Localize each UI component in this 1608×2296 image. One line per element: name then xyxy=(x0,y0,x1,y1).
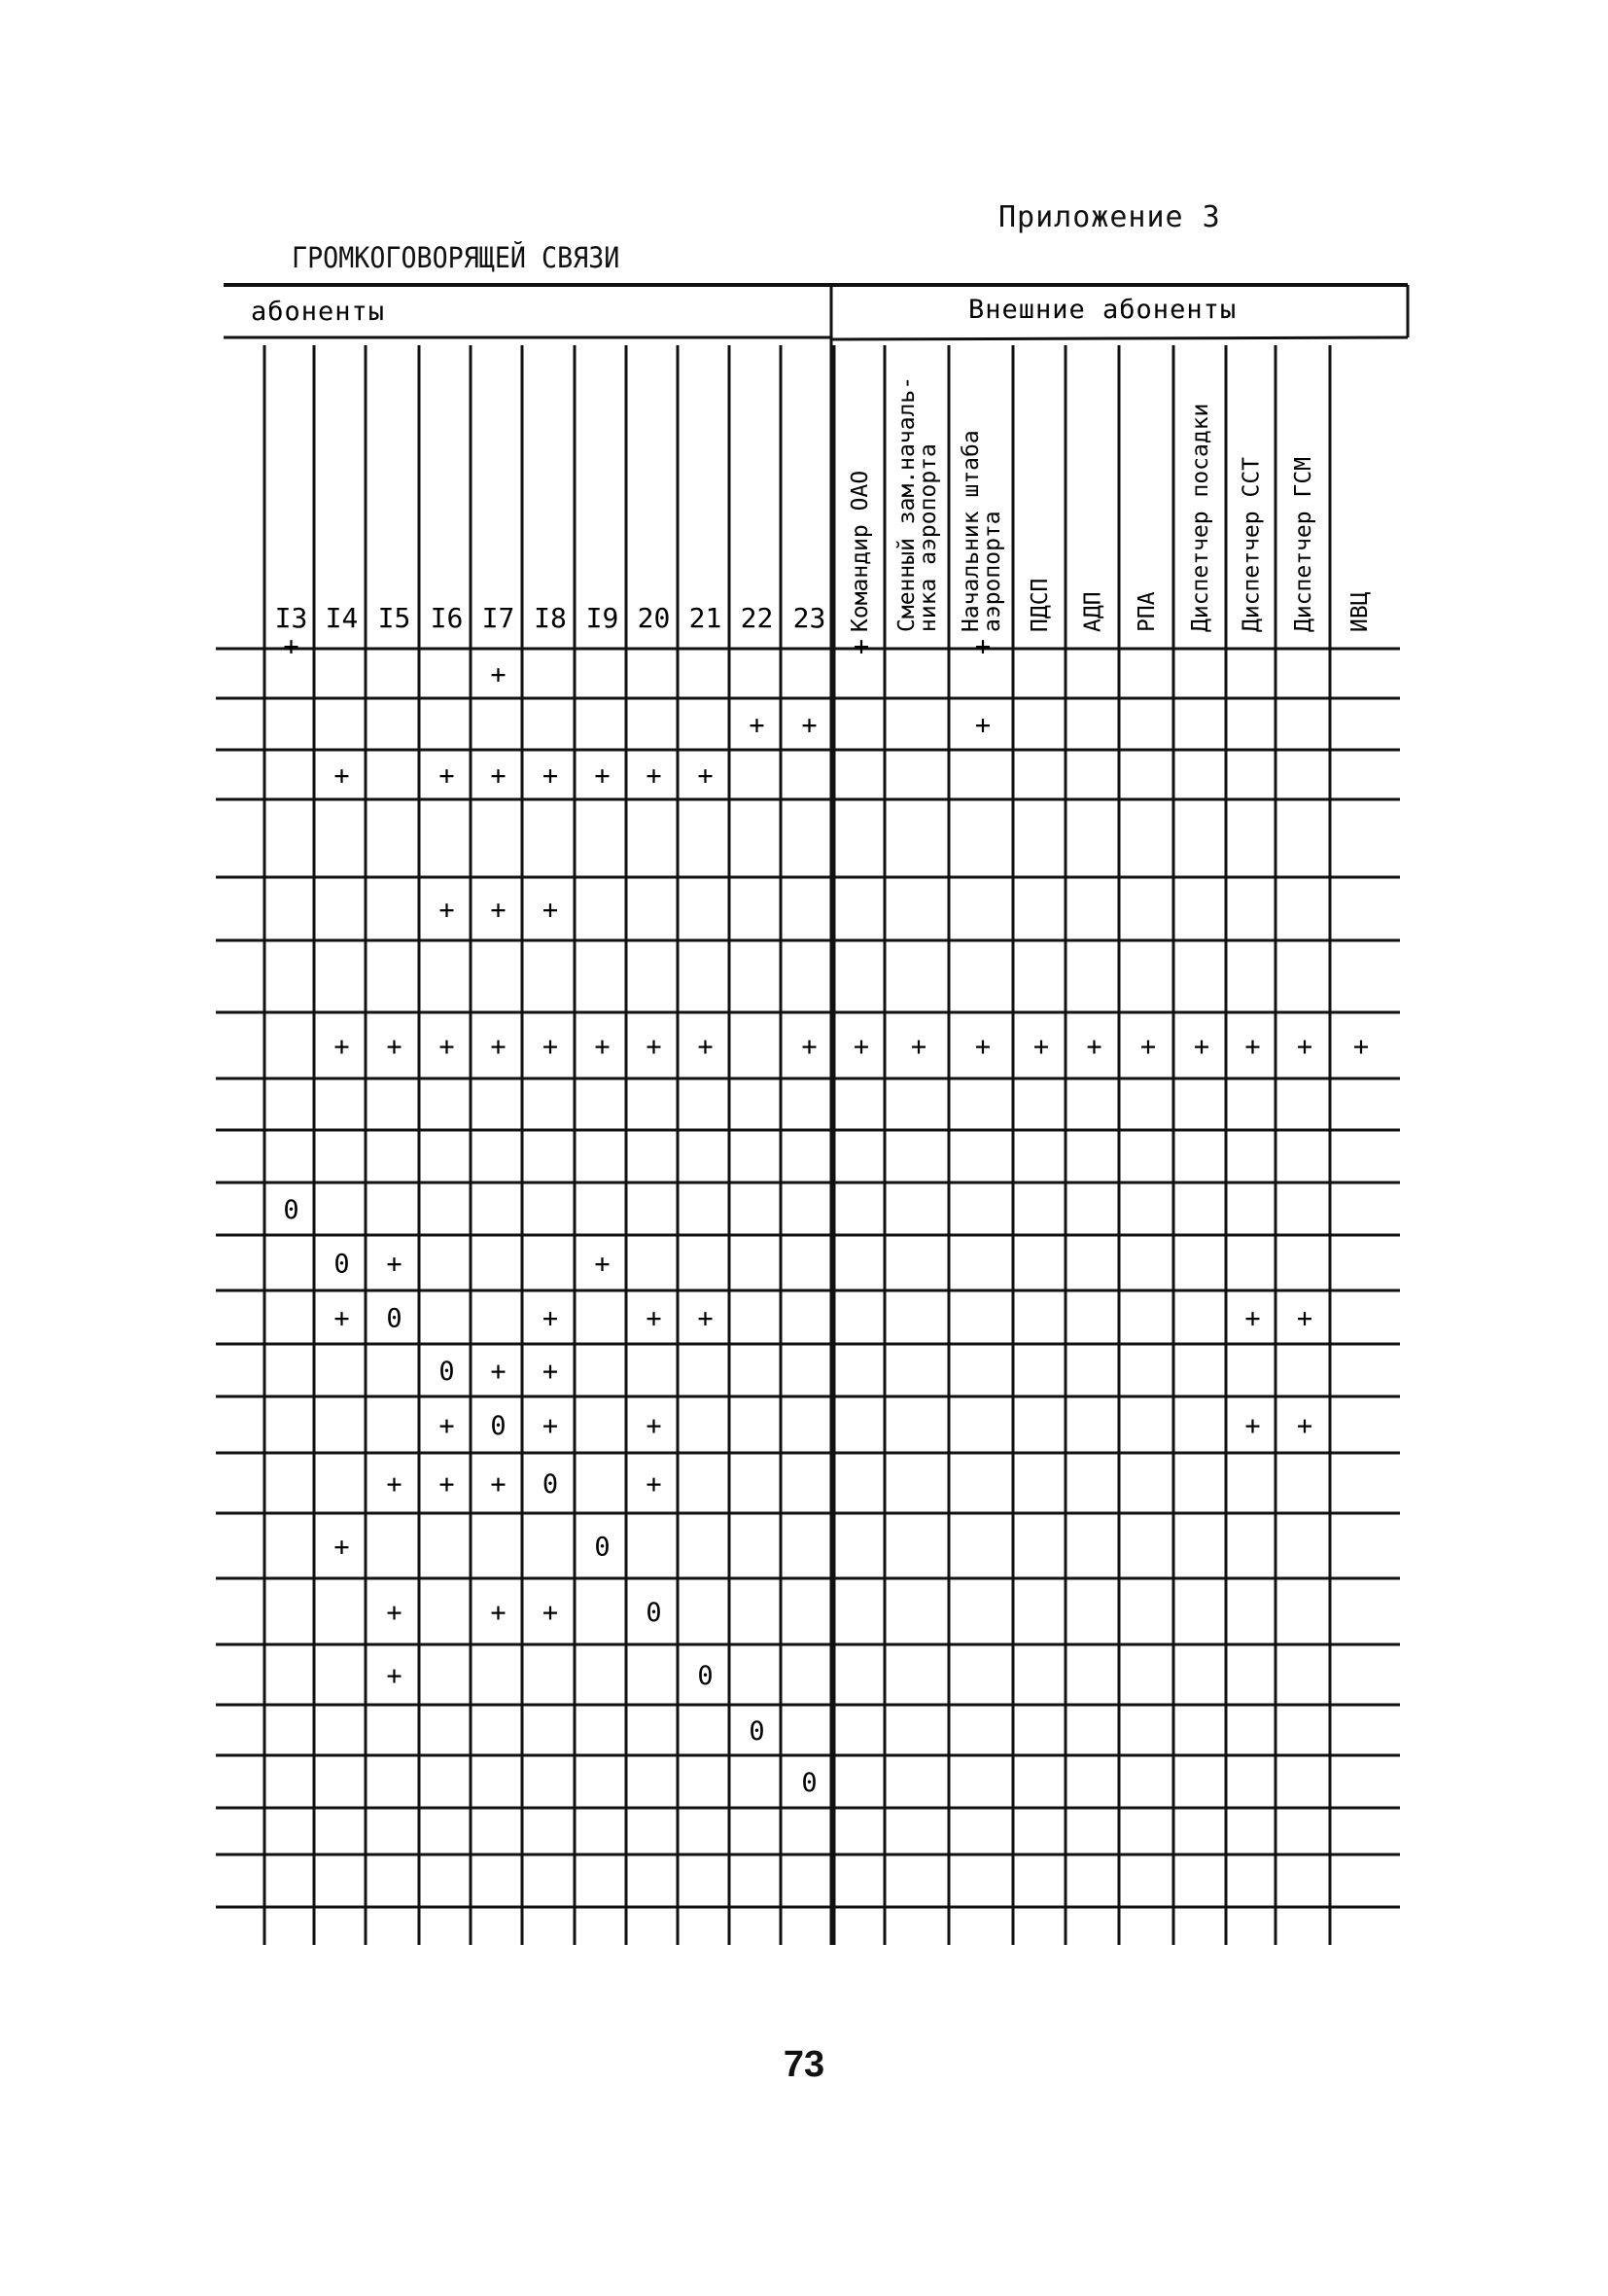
connection-mark: + xyxy=(386,1249,402,1280)
connection-mark: + xyxy=(333,1303,350,1334)
column-number-21: 21 xyxy=(688,602,722,634)
external-column-label: АДП xyxy=(1080,591,1106,632)
connection-mark: + xyxy=(1139,1032,1157,1062)
connection-mark: + xyxy=(542,1598,559,1628)
header-external-subscribers: Внешние абоненты xyxy=(968,295,1238,325)
external-column-label: РПА xyxy=(1135,591,1160,632)
connection-mark: + xyxy=(438,1469,455,1500)
connection-mark: + xyxy=(1296,1032,1313,1062)
connection-mark: + xyxy=(438,760,455,792)
external-column-label: Начальник штаба xyxy=(959,430,984,632)
connection-mark: + xyxy=(490,1357,507,1387)
external-column-label: ИВЦ xyxy=(1347,591,1373,632)
connection-mark: + xyxy=(594,1032,611,1062)
column-number-I5: I5 xyxy=(377,602,411,634)
connection-mark: + xyxy=(853,631,870,662)
connection-mark: + xyxy=(646,1469,662,1500)
connection-mark: + xyxy=(697,1303,714,1334)
connection-mark: + xyxy=(438,1411,455,1441)
self-mark: 0 xyxy=(646,1598,662,1628)
connection-mark: + xyxy=(438,895,455,926)
connection-mark: + xyxy=(646,1032,662,1062)
connection-mark: + xyxy=(1352,1032,1370,1062)
connection-mark: + xyxy=(542,895,559,926)
connection-mark: + xyxy=(594,1249,611,1280)
connection-mark: + xyxy=(910,1032,927,1062)
page-number: 73 xyxy=(783,2044,825,2085)
connection-mark: + xyxy=(749,710,765,741)
column-number-I6: I6 xyxy=(430,602,464,634)
header-subscribers: абоненты xyxy=(251,297,386,327)
external-column-label: ПДСП xyxy=(1028,578,1053,632)
external-column-label: Диспетчер посадки xyxy=(1188,403,1213,632)
self-mark: 0 xyxy=(283,1195,299,1225)
connection-mark: + xyxy=(697,1032,714,1062)
connection-mark: + xyxy=(333,1532,350,1563)
table-marks xyxy=(283,632,1369,1799)
connection-mark: + xyxy=(594,760,611,792)
self-mark: 0 xyxy=(697,1661,714,1691)
self-mark: 0 xyxy=(333,1249,350,1280)
internal-column-headers xyxy=(275,602,826,634)
external-column-headers xyxy=(848,376,1373,632)
connection-mark: + xyxy=(1193,1032,1210,1062)
external-column-label: ника аэропорта xyxy=(916,443,941,632)
table-gridlines xyxy=(216,285,1408,1945)
self-mark: 0 xyxy=(386,1303,402,1334)
connection-mark: + xyxy=(490,895,507,926)
connection-mark: + xyxy=(438,1032,455,1062)
connection-mark: + xyxy=(490,1598,507,1628)
connection-mark: + xyxy=(542,1357,559,1387)
connection-mark: + xyxy=(801,710,818,741)
column-number-I9: I9 xyxy=(585,602,619,634)
connection-mark: + xyxy=(974,1032,992,1062)
self-mark: 0 xyxy=(438,1357,455,1387)
connection-mark: + xyxy=(1244,1411,1261,1441)
connection-mark: + xyxy=(490,659,507,690)
connection-mark: + xyxy=(542,1303,559,1334)
column-number-I8: I8 xyxy=(534,602,567,634)
connection-mark: + xyxy=(490,1032,507,1062)
connection-mark: + xyxy=(283,631,299,662)
connection-mark: + xyxy=(386,1598,402,1628)
connection-mark: + xyxy=(542,1032,559,1062)
connection-mark: + xyxy=(490,760,507,792)
appendix-label: Приложение 3 xyxy=(998,200,1221,234)
column-number-22: 22 xyxy=(740,602,774,634)
self-mark: 0 xyxy=(542,1469,559,1500)
connection-mark: + xyxy=(1032,1032,1050,1062)
connection-mark: + xyxy=(646,1303,662,1334)
table-title: ГРОМКОГОВОРЯЩЕЙ СВЯЗИ xyxy=(292,241,620,274)
connection-mark: + xyxy=(333,760,350,792)
connection-mark: + xyxy=(974,710,992,741)
connection-mark: + xyxy=(386,1661,402,1691)
self-mark: 0 xyxy=(490,1411,507,1441)
external-column-label: Сменный зам.началь- xyxy=(894,375,920,632)
connection-mark: + xyxy=(1244,1032,1261,1062)
connection-mark: + xyxy=(697,760,714,792)
connection-mark: + xyxy=(333,1032,350,1062)
connection-mark: + xyxy=(801,1032,818,1062)
connection-mark: + xyxy=(646,760,662,792)
external-column-label: Диспетчер ССТ xyxy=(1239,456,1265,632)
connection-mark: + xyxy=(542,760,559,792)
connection-mark: + xyxy=(853,1032,870,1062)
external-column-label: Диспетчер ГСМ xyxy=(1291,456,1316,632)
column-number-23: 23 xyxy=(792,602,826,634)
connection-mark: + xyxy=(1296,1303,1313,1334)
external-column-label: Командир ОАО xyxy=(848,470,873,632)
column-number-I3: I3 xyxy=(274,602,308,634)
column-number-I4: I4 xyxy=(325,602,359,634)
connection-mark: + xyxy=(1244,1303,1261,1334)
connection-mark: + xyxy=(1086,1032,1102,1062)
connection-mark: + xyxy=(490,1469,507,1500)
self-mark: 0 xyxy=(801,1768,818,1798)
connection-mark: + xyxy=(386,1469,402,1500)
external-column-label: аэропорта xyxy=(980,511,1005,632)
grid-line xyxy=(831,337,1408,339)
connection-mark: + xyxy=(974,631,992,662)
self-mark: 0 xyxy=(749,1716,765,1747)
column-number-20: 20 xyxy=(637,602,671,634)
connection-mark: + xyxy=(386,1032,402,1062)
column-number-I7: I7 xyxy=(481,602,515,634)
connection-mark: + xyxy=(646,1411,662,1441)
connection-mark: + xyxy=(1296,1411,1313,1441)
self-mark: 0 xyxy=(594,1532,611,1563)
connection-mark: + xyxy=(542,1411,559,1441)
